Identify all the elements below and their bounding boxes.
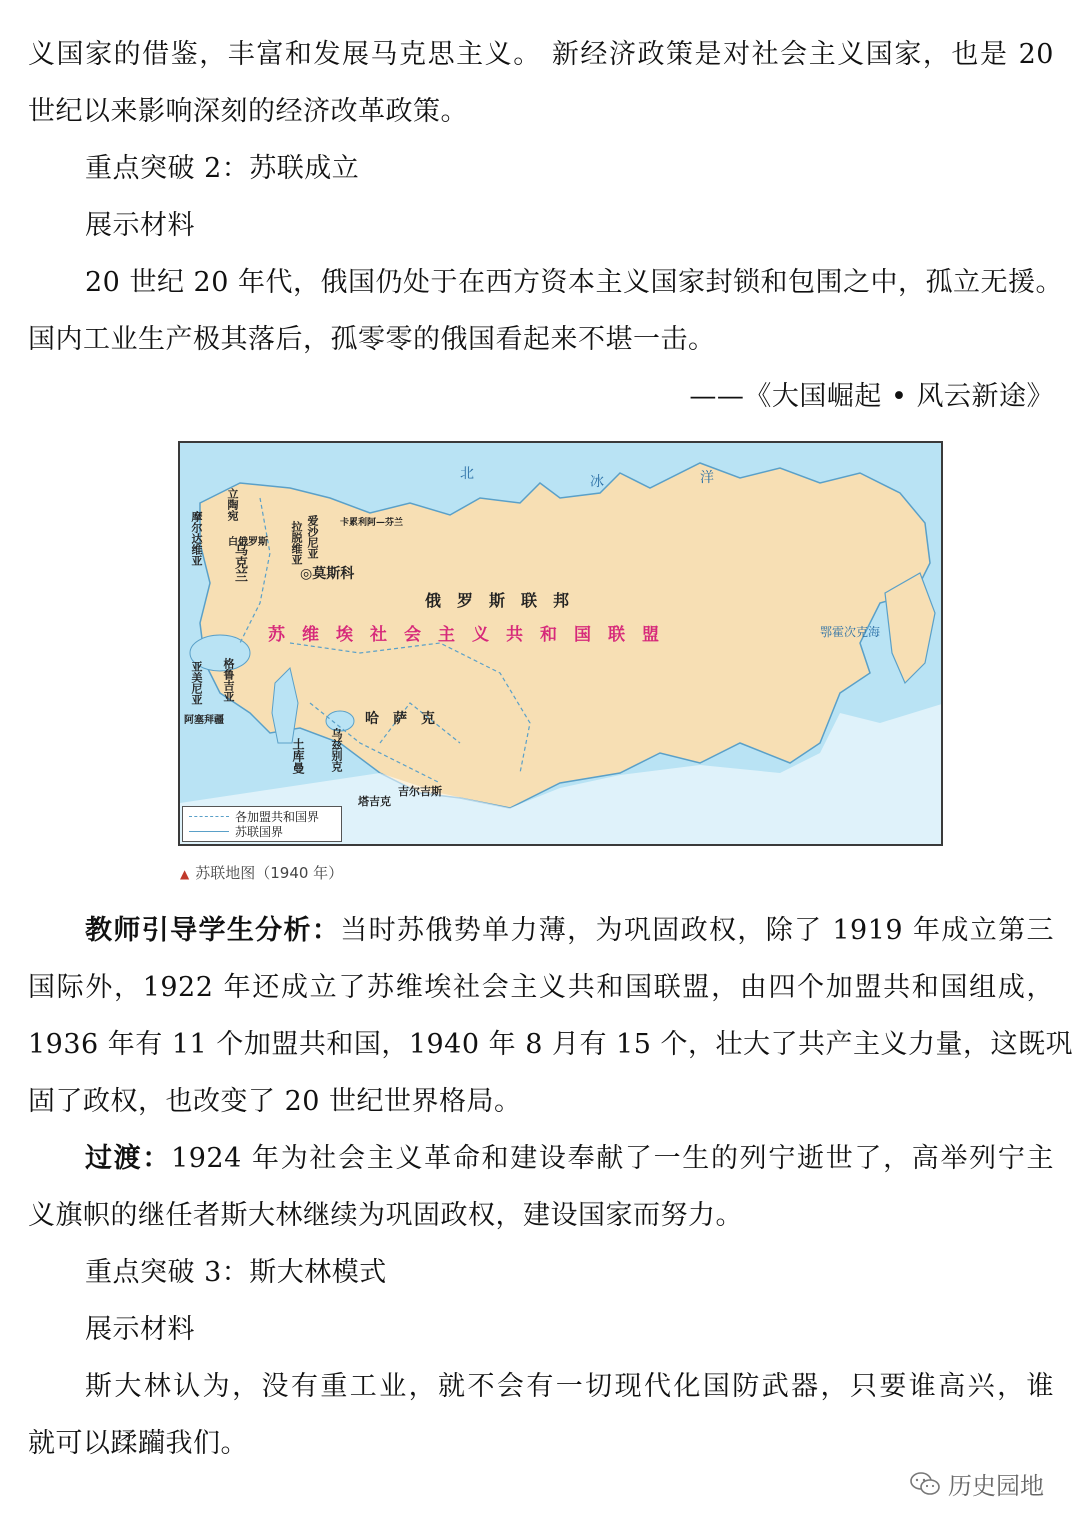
material-label: 展示材料 — [85, 1314, 195, 1345]
map-label-belarus: 白俄罗斯 — [228, 537, 268, 548]
sea-label: 北 — [460, 466, 474, 482]
map-label-armenia: 亚美尼亚 — [190, 661, 203, 705]
bold-label: 过渡： — [85, 1143, 172, 1174]
map-label-georgia: 格鲁吉亚 — [222, 658, 235, 702]
caption-text: 苏联地图（1940 年） — [195, 864, 344, 882]
map-legend — [182, 806, 342, 842]
quote-line: 斯大林认为，没有重工业，就不会有一切现代化国防武器，只要谁高兴，谁 — [85, 1371, 1054, 1402]
text-line: 1936 年有 11 个加盟共和国，1940 年 8 月有 15 个，壮大了共产主义力量，这既巩 — [28, 1029, 1073, 1060]
text-line: 固了政权，也改变了 20 世纪世界格局。 — [28, 1086, 522, 1117]
wechat-icon — [910, 1471, 940, 1497]
material-label: 展示材料 — [85, 210, 195, 241]
text-span: 当时苏俄势单力薄，为巩固政权，除了 1919 年成立第三 — [340, 915, 1054, 946]
sea-label: 鄂霍次克海 — [820, 625, 881, 639]
map-label-uzbek: 乌兹别克 — [330, 728, 343, 772]
text-line: 义国家的借鉴，丰富和发展马克思主义。 新经济政策是对社会主义国家，也是 20 — [28, 39, 1054, 70]
map-label-moscow: ◎莫斯科 — [300, 566, 355, 582]
legend-label: 各加盟共和国界 — [235, 809, 320, 824]
map-label-turkmen: 土库曼 — [291, 738, 305, 774]
ussr-map — [178, 441, 943, 846]
quote-source: ——《大国崛起 • 风云新途》 — [689, 381, 1054, 412]
text-line: 世纪以来影响深刻的经济改革政策。 — [28, 96, 468, 127]
watermark-text: 历史园地 — [948, 1472, 1044, 1500]
quote-line: 就可以蹂躏我们。 — [28, 1428, 248, 1459]
quote-line: 国内工业生产极其落后，孤零零的俄国看起来不堪一击。 — [28, 324, 716, 355]
map-label-karelia: 卡累利阿—芬兰 — [340, 518, 404, 528]
sea-label: 洋 — [700, 470, 714, 486]
map-label-azer: 阿塞拜疆 — [184, 715, 224, 726]
text-line: 国际外，1922 年还成立了苏维埃社会主义共和国联盟，由四个加盟共和国组成， — [28, 972, 1054, 1003]
bold-label: 教师引导学生分析： — [85, 915, 341, 946]
map-label-tajik: 塔吉克 — [358, 795, 391, 808]
map-label-kyrgyz: 吉尔吉斯 — [398, 785, 442, 798]
map-label-ussr: 苏 维 埃 社 会 主 义 共 和 国 联 盟 — [268, 625, 659, 645]
section-heading: 重点突破 2：苏联成立 — [85, 153, 360, 184]
map-caption — [180, 862, 343, 883]
map-label-latvia: 拉脱维亚 — [290, 521, 303, 565]
map-label-russia: 俄 罗 斯 联 邦 — [425, 591, 570, 610]
section-heading: 重点突破 3：斯大林模式 — [85, 1257, 387, 1288]
map-label-estonia: 爱沙尼亚 — [306, 515, 319, 559]
quote-line: 20 世纪 20 年代，俄国仍处于在西方资本主义国家封锁和包围之中，孤立无援。 — [85, 267, 1063, 298]
text-line — [85, 1142, 1054, 1176]
triangle-icon: ▲ — [180, 867, 190, 881]
text-line — [85, 914, 1054, 948]
map-label-kazakh: 哈 萨 克 — [365, 711, 435, 727]
watermark — [910, 1466, 1044, 1501]
map-label-moldova: 摩尔达维亚 — [190, 511, 203, 566]
legend-label: 苏联国界 — [235, 824, 284, 839]
map-label-ukraine: 乌克兰 — [232, 543, 247, 582]
map-label-lithuania: 立陶宛 — [226, 488, 239, 521]
text-span: 1924 年为社会主义革命和建设奉献了一生的列宁逝世了，高举列宁主 — [171, 1143, 1055, 1174]
text-line: 义旗帜的继任者斯大林继续为巩固政权，建设国家而努力。 — [28, 1200, 743, 1231]
sea-label: 冰 — [590, 474, 604, 490]
